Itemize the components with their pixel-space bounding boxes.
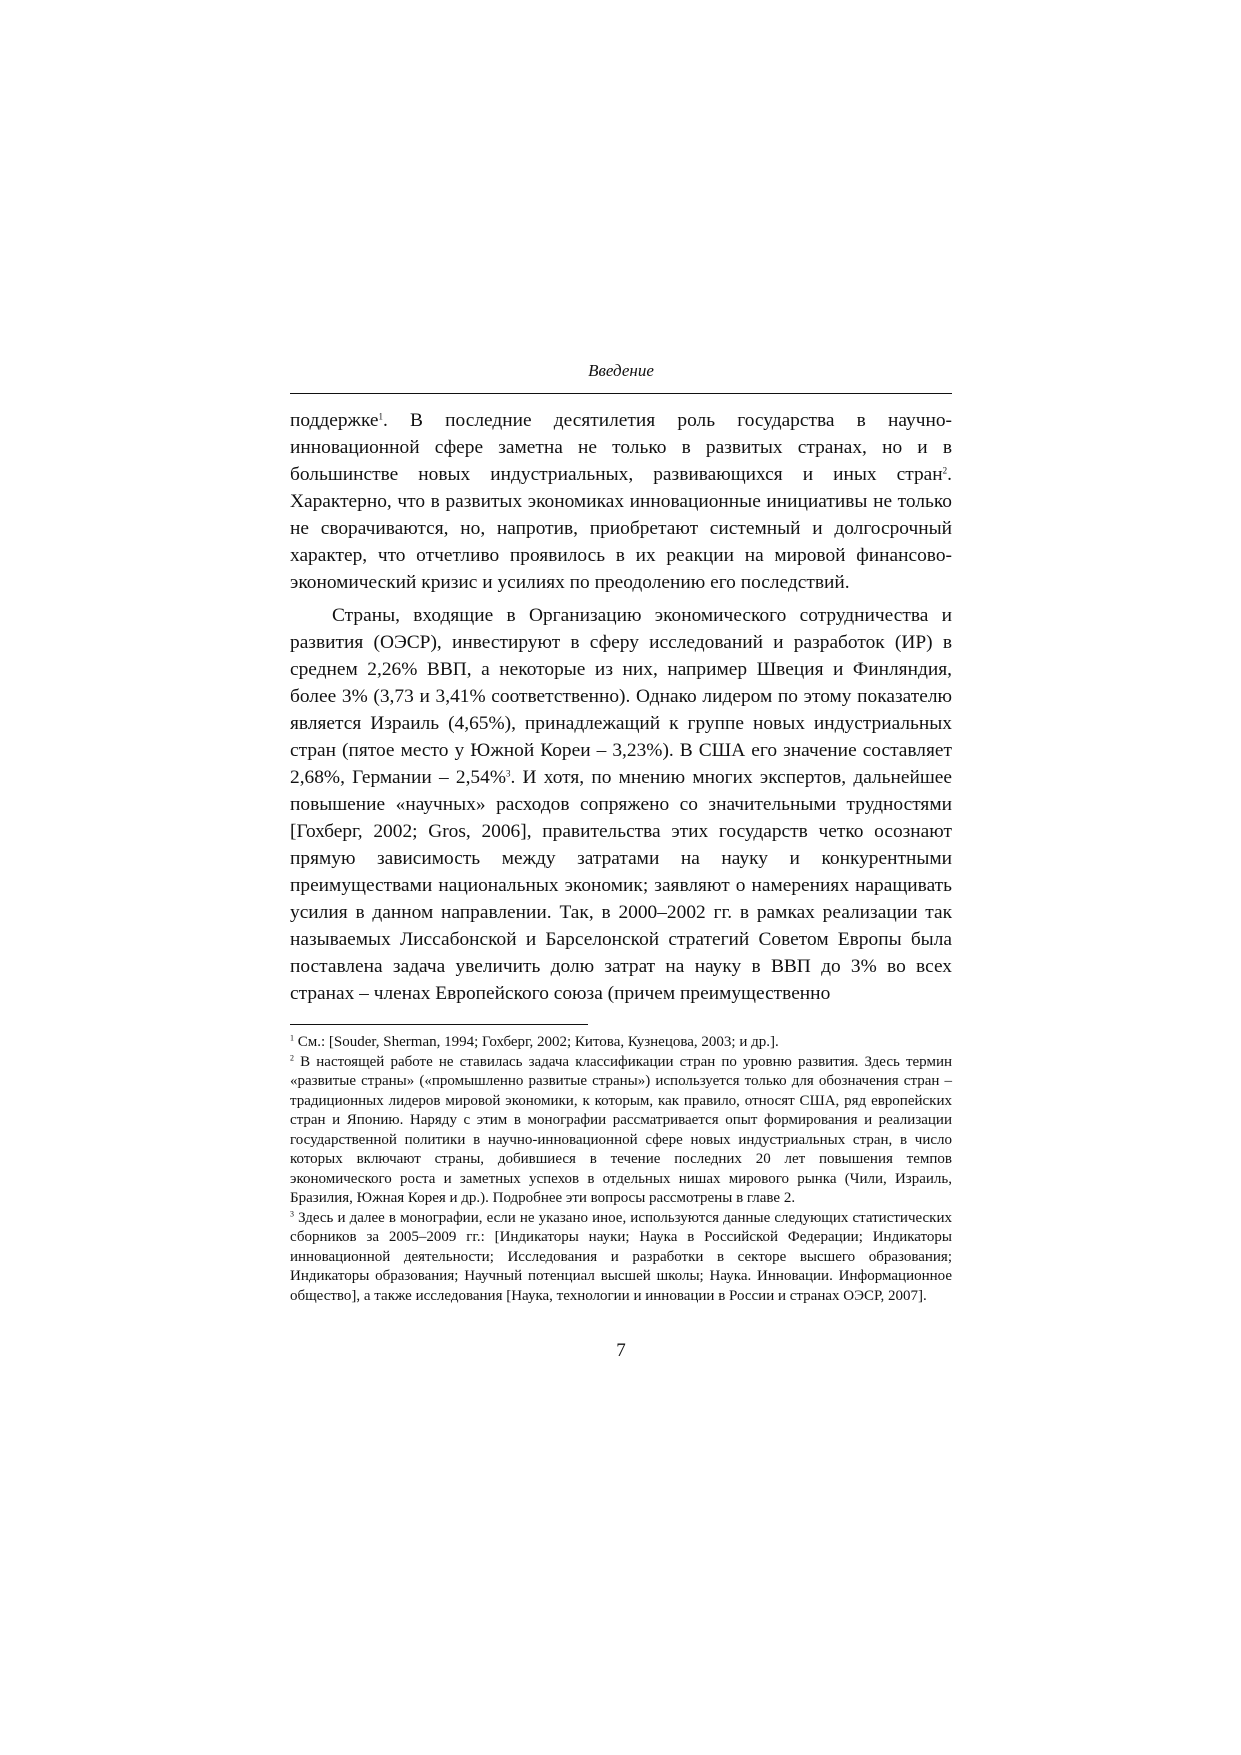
p1-text-2: . В последние десятилетия роль государства в научно-инновационной сфере заметна не только в развитых странах, но и в большинстве новых индустриальных, развивающихся и иных стран [290, 410, 952, 485]
header-rule [290, 393, 952, 394]
footnote-mark-3: 3 [290, 1208, 294, 1218]
paragraph-1 [290, 407, 952, 596]
footnote-rule [290, 1024, 588, 1025]
footnote-text-3: Здесь и далее в монографии, если не указано иное, используются данные следующих статистических сборников за 2005–2009 гг.: [Индикаторы науки; Наука в Российской Федерации; Индикаторы инновационной деятельности; Исследования и разработки в секторе высшего образования; Индикаторы образования; Научный потенциал высшей школы; Наука. Инновации. Информационное общество], а также исследования [Наука, технологии и инновации в России и странах ОЭСР, 2007]. [290, 1209, 952, 1304]
footnote-mark-2: 2 [290, 1052, 294, 1062]
running-head: Введение [588, 361, 654, 380]
footnote-2 [290, 1053, 952, 1209]
footnote-text-1: См.: [Souder, Sherman, 1994; Гохберг, 2002; Китова, Кузнецова, 2003; и др.]. [294, 1034, 779, 1050]
p1-text-3: . Характерно, что в развитых экономиках инновационные инициативы не только не сворачиваются, но, напротив, приобретают системный и долгосрочный характер, что отчетливо проявилось в их реакции на мировой финансово-экономический кризис и усилиях по преодолению его последствий. [290, 464, 952, 593]
footnotes [290, 1033, 952, 1306]
footnote-ref-1[interactable]: 1 [378, 411, 383, 422]
footnote-ref-2[interactable]: 2 [942, 465, 948, 476]
body-text [290, 407, 952, 1007]
footnote-3 [290, 1209, 952, 1307]
p2-text-2: . И хотя, по мнению многих экспертов, дальнейшее повышение «научных» расходов сопряжено со значительными трудностями [Гохберг, 2002; Gros, 2006], правительства этих государств четко осознают прямую зависимость между затратами на науку и конкурентными преимуществами национальных экономик; заявляют о намерениях наращивать усилия в данном направлении. Так, в 2000–2002 гг. в рамках реализации так называемых Лиссабонской и Барселонской стратегий Советом Европы была поставлена задача увеличить долю затрат на науку в ВВП до 3% во всех странах – членах Европейского союза (причем преимущественно [290, 767, 952, 1004]
p2-text-1: Страны, входящие в Организацию экономического сотрудничества и развития (ОЭСР), инвестируют в сферу исследований и разработок (ИР) в среднем 2,26% ВВП, а некоторые из них, например Швеция и Финляндия, более 3% (3,73 и 3,41% соответственно). Однако лидером по этому показателю является Израиль (4,65%), принадлежащий к группе новых индустриальных стран (пятое место у Южной Кореи – 3,23%). В США его значение составляет 2,68%, Германии – 2,54% [290, 605, 952, 788]
paragraph-2 [290, 602, 952, 1007]
book-page [290, 360, 952, 1363]
page-number: 7 [616, 1340, 626, 1361]
footnote-text-2: В настоящей работе не ставилась задача классификации стран по уровню развития. Здесь термин «развитые страны» («промышленно развитые страны») используется только для обозначения стран – традиционных лидеров мировой экономики, к которым, как правило, относят США, ряд европейских стран и Японию. Наряду с этим в монографии рассматривается опыт формирования и реализации государственной политики в научно-инновационной сфере новых индустриальных стран, в число которых включают страны, добившиеся в течение последних 20 лет повышения темпов экономического роста и заметных успехов в отдельных нишах мирового рынка (Чили, Израиль, Бразилия, Южная Корея и др.). Подробнее эти вопросы рассмотрены в главе 2. [290, 1053, 952, 1206]
footnote-ref-3[interactable]: 3 [505, 768, 511, 779]
p1-text-1: поддержке [290, 410, 379, 431]
footnote-1 [290, 1033, 952, 1053]
footnote-mark-1: 1 [290, 1033, 294, 1043]
